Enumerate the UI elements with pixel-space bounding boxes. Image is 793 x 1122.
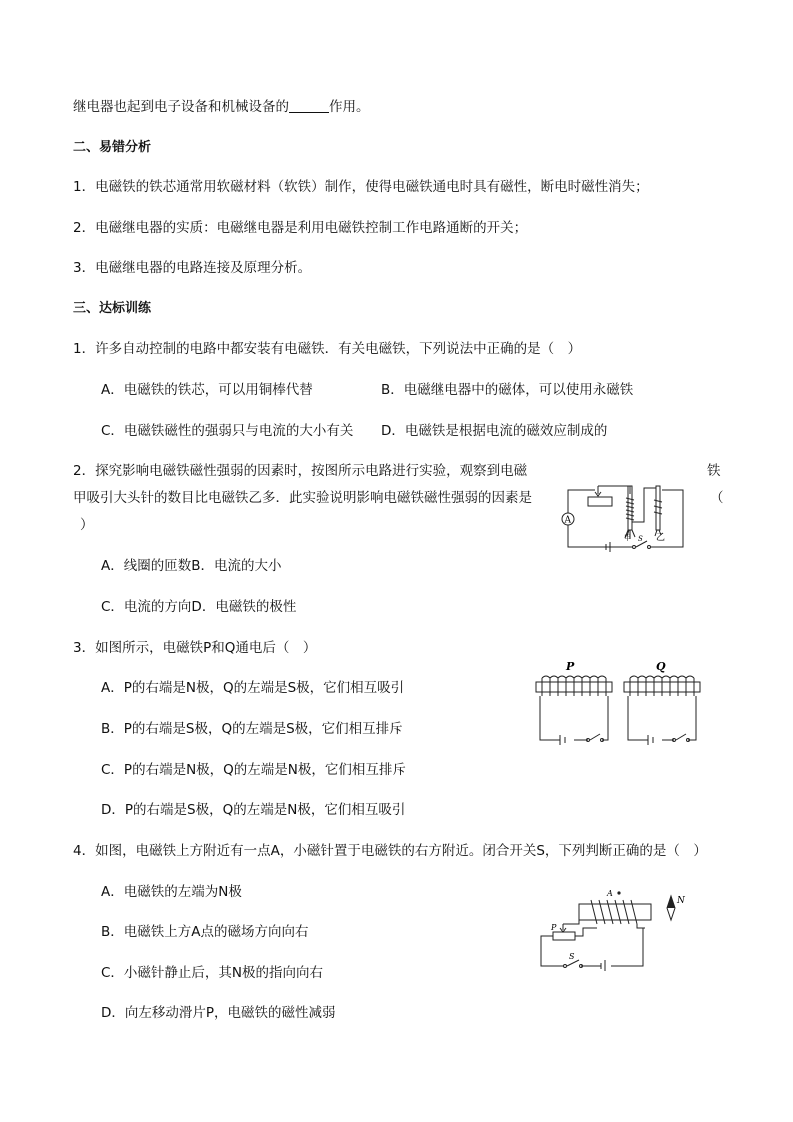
q1-option-b[interactable]: B．电磁继电器中的磁体，可以使用永磁铁 xyxy=(381,382,634,398)
q4-option-d[interactable]: D．向左移动滑片P，电磁铁的磁性减弱 xyxy=(101,1005,336,1021)
q3-option-c[interactable]: C．P的右端是N极，Q的左端是N极，它们相互排斥 xyxy=(101,762,406,778)
slider-p-label: P xyxy=(551,923,557,932)
p-label: P xyxy=(566,660,575,673)
section2-heading: 二、易错分析 xyxy=(73,140,152,155)
section2-item-2: 2．电磁继电器的实质：电磁继电器是利用电磁铁控制工作电路通断的开关； xyxy=(73,220,528,236)
q2-stem-line1: 2．探究影响电磁铁磁性强弱的因素时，按图所示电路进行实验，观察到电磁 xyxy=(73,463,528,479)
point-a-label: A xyxy=(607,889,613,898)
q2-stem-line3: ） xyxy=(80,517,94,533)
q3-option-d[interactable]: D．P的右端是S极，Q的左端是N极，它们相互吸引 xyxy=(101,802,406,818)
section2-item-3: 3．电磁继电器的电路连接及原理分析。 xyxy=(73,260,312,276)
q2-stem-line2: 甲吸引大头针的数目比电磁铁乙多．此实验说明影响电磁铁磁性强弱的因素是 xyxy=(73,490,532,506)
q2-option-ab[interactable]: A．线圈的匝数B．电流的大小 xyxy=(101,558,282,574)
q4-option-a[interactable]: A．电磁铁的左端为N极 xyxy=(101,884,242,900)
q1-option-d[interactable]: D．电磁铁是根据电流的磁效应制成的 xyxy=(381,423,608,439)
intro-text-after: 作用。 xyxy=(329,99,370,115)
switch-label: S xyxy=(638,535,643,543)
switch-s-label: S xyxy=(569,952,575,961)
q4-option-b[interactable]: B．电磁铁上方A点的磁场方向向右 xyxy=(101,924,309,940)
q2-figure xyxy=(550,478,690,552)
intro-text-before: 继电器也起到电子设备和机械设备的 xyxy=(73,99,289,115)
q4-option-c[interactable]: C．小磁针静止后，其N极的指向向右 xyxy=(101,965,324,981)
q1-option-c[interactable]: C．电磁铁磁性的强弱只与电流的大小有关 xyxy=(101,423,354,439)
q4-stem: 4．如图，电磁铁上方附近有一点A，小磁针置于电磁铁的右方附近。闭合开关S，下列判断正确的是（ ） xyxy=(73,843,707,859)
q2-stem-line2-end: （ xyxy=(710,490,724,506)
q2-stem-line1-end: 铁 xyxy=(707,463,721,479)
yi-label: 乙 xyxy=(656,533,666,543)
q2-option-cd[interactable]: C．电流的方向D．电磁铁的极性 xyxy=(101,599,297,615)
q-label: Q xyxy=(656,660,666,673)
section3-heading: 三、达标训练 xyxy=(73,301,152,316)
jia-label: 甲 xyxy=(624,534,631,542)
ammeter-label: A xyxy=(564,515,571,526)
needle-n-label: N xyxy=(677,896,685,906)
q3-option-b[interactable]: B．P的右端是S极，Q的左端是S极，它们相互排斥 xyxy=(101,721,403,737)
q3-figure xyxy=(528,658,703,748)
q3-option-a[interactable]: A．P的右端是N极，Q的左端是S极，它们相互吸引 xyxy=(101,680,405,696)
intro-line xyxy=(73,98,370,116)
q4-figure xyxy=(535,886,690,971)
q3-stem: 3．如图所示，电磁铁P和Q通电后（ ） xyxy=(73,640,317,656)
q1-stem: 1．许多自动控制的电路中都安装有电磁铁．有关电磁铁，下列说法中正确的是（ ） xyxy=(73,341,582,357)
section2-item-1: 1．电磁铁的铁芯通常用软磁材料（软铁）制作，使得电磁铁通电时具有磁性，断电时磁性消失； xyxy=(73,179,649,195)
q1-option-a[interactable]: A．电磁铁的铁芯，可以用铜棒代替 xyxy=(101,382,313,398)
fill-blank[interactable] xyxy=(289,98,329,113)
